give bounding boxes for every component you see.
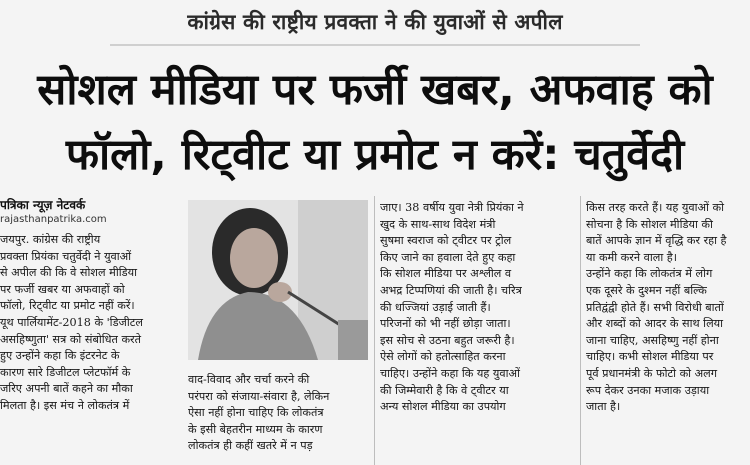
text-line: असहिष्णुता' सत्र को संबोधित करते (0, 332, 141, 346)
text-line: परंपरा को संजाया-संवारा है, लेकिन (188, 389, 330, 403)
text-line: अभद्र टिप्पणियां की जाती है। चरित्र (380, 283, 522, 297)
text-line: पर फर्जी खबर या अफवाहों को (0, 282, 125, 296)
main-headline-line-1: सोशल मीडिया पर फर्जी खबर, अफवाह को (37, 65, 713, 115)
text-line: के इसी बेहतरीन माध्यम के कारण (188, 422, 323, 436)
text-line: प्रतिद्वंद्वी होते हैं। सभी विरोधी बातों (586, 300, 724, 314)
text-line: जाना चाहिए, असहिष्णु नहीं होना (586, 333, 719, 347)
text-line: रूप देकर उनका मजाक उड़ाया (586, 383, 710, 397)
text-line: चाहिए। कभी सोशल मीडिया पर (586, 350, 714, 364)
text-line: सोचना है कि सोशल मीडिया की (586, 217, 713, 231)
text-line: फॉलो, रिट्वीट या प्रमोट नहीं करें। (0, 299, 135, 313)
article-column-3 (380, 200, 576, 416)
article-column-1 (0, 232, 180, 415)
text-line: जाता है। (586, 400, 621, 414)
text-line: पूर्व प्रधानमंत्री के फोटो को अलग (586, 366, 718, 380)
text-line: लोकतंत्र ही कहीं खतरे में न पड़ (188, 439, 313, 453)
article-column-4 (586, 200, 750, 416)
text-line: किस तरह करते हैं। यह युवाओं को (586, 201, 724, 214)
column-divider (374, 196, 375, 465)
text-line: जरिए अपनी बातें कहने का मौका (0, 382, 133, 396)
article-column-2 (188, 372, 370, 455)
text-line: जाए। 38 वर्षीय युवा नेत्री प्रियंका ने (380, 201, 524, 214)
text-line: हुए उन्होंने कहा कि इंटरनेट के (0, 349, 120, 363)
text-line: की जिम्मेवारी है कि वे ट्वीटर या (380, 383, 509, 397)
text-line: अन्य सोशल मीडिया का उपयोग (380, 400, 506, 414)
kicker-headline: कांग्रेस की राष्ट्रीय प्रवक्ता ने की युवाओं से अपील (187, 10, 563, 34)
text-line: यूथ पार्लियामेंट-2018 के 'डिजीटल (0, 315, 143, 329)
text-line: इस सोच से उठना बहुत जरूरी है। (380, 333, 515, 347)
text-line: प्रवक्ता प्रियंका चतुर्वेदी ने युवाओं (0, 249, 132, 263)
text-line: कारण सारे डिजीटल प्लेटफॉर्म के (0, 365, 131, 379)
text-line: जयपुर. कांग्रेस की राष्ट्रीय (0, 233, 101, 246)
main-headline-line-2: फॉलो, रिट्वीट या प्रमोट न करें: चतुर्वेदी (65, 130, 685, 180)
text-line: ऐसे लोगों को हतोत्साहित करना (380, 350, 506, 364)
website: rajasthanpatrika.com (0, 214, 107, 225)
text-line: की धज्जियां उड़ाई जाती हैं। (380, 300, 491, 314)
text-line: सुषमा स्वराज को ट्वीटर पर ट्रोल (380, 234, 512, 248)
text-line: किए जाने का हवाला देते हुए कहा (380, 250, 516, 264)
column-divider (580, 196, 581, 465)
text-line: परिजनों को भी नहीं छोड़ा जाता। (380, 317, 511, 331)
text-line: और शब्दों को आदर के साथ लिया (586, 317, 724, 331)
text-line: मिलता है। इस मंच ने लोकतंत्र में (0, 398, 130, 412)
text-line: या कमी करने वाला है। (586, 250, 677, 264)
text-line: से अपील की कि वे सोशल मीडिया (0, 266, 137, 280)
text-line: बातें आपके ज्ञान में वृद्धि कर रहा है (586, 234, 727, 248)
kicker-underline (110, 44, 640, 46)
text-line: कि सोशल मीडिया पर अश्लील व (380, 267, 512, 281)
text-line: खुद के साथ-साथ विदेश मंत्री (380, 217, 496, 231)
text-line: एक दूसरे के दुश्मन नहीं बल्कि (586, 283, 707, 297)
byline: पत्रिका न्यूज़ नेटवर्क (0, 198, 86, 212)
text-line: ऐसा नहीं होना चाहिए कि लोकतंत्र (188, 406, 324, 420)
speaker-photo-illustration (188, 200, 368, 360)
text-line: चाहिए। उन्होंने कहा कि यह युवाओं (380, 366, 520, 380)
text-line: उन्होंने कहा कि लोकतंत्र में लोग (586, 267, 713, 281)
text-line: वाद-विवाद और चर्चा करने की (188, 373, 310, 386)
speaker-photo (188, 200, 368, 360)
